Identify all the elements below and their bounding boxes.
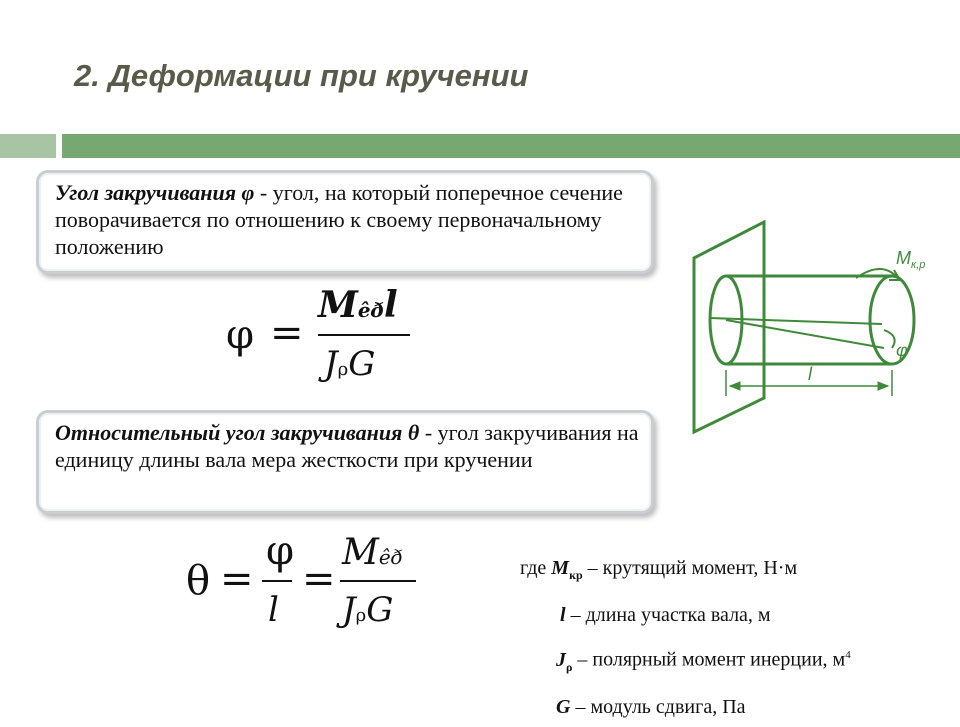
legend-text-moment: – крутящий момент, Н·м: [582, 557, 798, 579]
legend-sym-M: M: [551, 557, 570, 579]
definition-text-twist-angle: - угол, на который поперечное сечение поворачивается по отношению к своему первоначальному положению: [55, 180, 623, 259]
legend-text-inertia: – полярный момент инерции, м: [572, 648, 846, 671]
definition-box-relative-angle: [36, 410, 654, 514]
legend-text-length: – длина участка вала, м: [565, 604, 771, 626]
formula1-num-sub: êð: [357, 298, 384, 322]
formula1-den-rho: ρ: [337, 359, 349, 380]
legend-row-moment: [520, 548, 851, 595]
formula1-numerator: [318, 284, 398, 326]
legend-text-shear: – модуль сдвига, Па: [570, 695, 746, 718]
legend-row-shear: [520, 687, 851, 727]
legend-sub-rho: ρ: [566, 659, 573, 674]
formula1-lhs: φ: [226, 312, 255, 358]
formula1-denominator: [324, 344, 375, 384]
slide-title: 2. Деформации при кручении: [74, 58, 529, 93]
formula2-den-rho: ρ: [355, 605, 367, 626]
formula2-denominator: [342, 590, 393, 630]
formula1-num-l: l: [383, 284, 398, 326]
fixed-wall-plane: [694, 222, 764, 432]
header-bar-dark: [62, 134, 960, 158]
moment-label: $M_{к,р}$: [896, 248, 926, 271]
legend-sub-kr: кр: [569, 568, 583, 582]
legend-prefix: где: [520, 557, 552, 579]
formula2-phi: φ: [266, 528, 295, 574]
length-label: l: [808, 364, 812, 384]
legend-sym-l: l: [560, 604, 566, 626]
legend-sup-4: 4: [845, 649, 851, 661]
formula1-equals: =: [270, 310, 304, 356]
formula2-fraction-line-2: [340, 580, 416, 582]
legend-row-length: [520, 595, 851, 635]
header-bar-light: [0, 134, 56, 158]
formula2-den-J: J: [342, 590, 356, 630]
term-twist-angle: Угол закручивания φ: [55, 180, 255, 205]
formula2-num-sub: êð: [378, 545, 403, 569]
term-relative-angle: Относительный угол закручивания θ: [55, 420, 420, 445]
formula1-fraction-line: [318, 334, 410, 336]
formula2-den-G: G: [366, 590, 394, 630]
legend-row-inertia: [520, 635, 851, 687]
formula1-den-J: J: [324, 344, 338, 384]
dim-arrow-left: [730, 382, 740, 390]
formula-relative-angle: [186, 528, 426, 640]
formula1-num-M: M: [318, 284, 358, 326]
legend-sym-J: J: [556, 648, 566, 671]
formula2-lhs: θ: [186, 558, 211, 604]
dim-arrow-right: [878, 382, 888, 390]
formula2-equals-2: =: [302, 556, 336, 602]
angle-label: φ: [896, 340, 908, 360]
formula1-den-G: G: [348, 344, 376, 384]
legend-sym-G: G: [556, 695, 571, 718]
formula2-fraction-line-1: [262, 580, 292, 582]
formula2-equals: =: [220, 556, 254, 602]
formula2-numerator: [342, 532, 403, 573]
shaft-torsion-diagram: [686, 220, 946, 440]
formula2-l: l: [268, 590, 279, 630]
formula2-num-M: M: [342, 532, 379, 573]
formula-twist-angle: [226, 282, 426, 394]
definition-box-twist-angle: [36, 170, 654, 274]
definition-text-relative-angle: - угол закручивания на единицу длины вала мера жесткости при кручении: [55, 420, 639, 472]
phi-arc: [884, 330, 895, 348]
variable-legend: [520, 548, 851, 727]
